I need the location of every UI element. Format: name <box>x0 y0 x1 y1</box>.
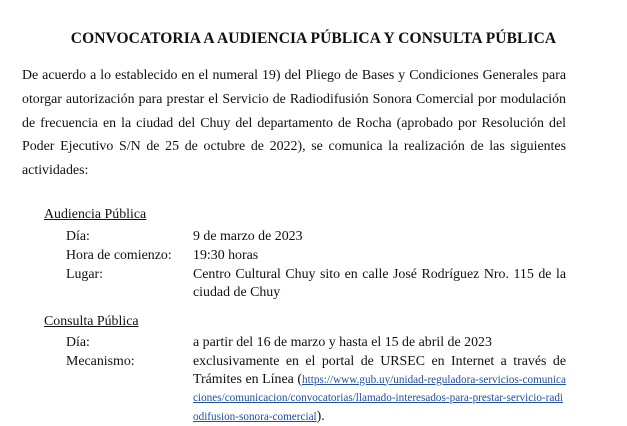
consulta-dia-label: Día: <box>66 335 90 350</box>
audiencia-lugar-value: Centro Cultural Chuy sito en calle José Rodríguez Nro. 115 de la ciudad de Chuy <box>193 267 566 300</box>
audiencia-dia-value: 9 de marzo de 2023 <box>193 229 303 244</box>
audiencia-hora-label: Hora de comienzo: <box>66 248 172 263</box>
mecanismo-text: exclusivamente en el portal de URSEC en Internet a través de Trámites en Línea ( <box>193 354 566 387</box>
consulta-mecanismo-value <box>193 353 566 426</box>
audiencia-dia-label: Día: <box>66 229 90 244</box>
audiencia-heading: Audiencia Pública <box>44 207 147 222</box>
ursec-portal-link[interactable]: https://www.gub.uy/unidad-reguladora-servicios-comunicaciones/comunicacion/convocatorias/llamado-interesados-para-prestar-servicio-radiodifusion-sonora-comercial <box>193 373 566 423</box>
mecanismo-suffix: ). <box>316 408 325 424</box>
consulta-dia-value: a partir del 16 de marzo y hasta el 15 de abril de 2023 <box>193 335 492 350</box>
document-title: CONVOCATORIA A AUDIENCIA PÚBLICA Y CONSULTA PÚBLICA <box>70 30 557 47</box>
consulta-mecanismo-label: Mecanismo: <box>66 354 135 369</box>
audiencia-lugar-label: Lugar: <box>66 267 104 282</box>
audiencia-hora-value: 19:30 horas <box>193 248 259 263</box>
consulta-heading: Consulta Pública <box>44 314 139 329</box>
intro-paragraph: De acuerdo a lo establecido en el numeral 19) del Pliego de Bases y Condiciones Generales para otorgar autorización para prestar el Servicio de Radiodifusión Sonora Comercial por modulación de frecuencia en la ciudad del Chuy del departamento de Rocha (aprobado por Resolución del Poder Ejecutivo S/N de 25 de octubre de 2022), se comunica la realización de las siguientes actividades: <box>22 68 566 179</box>
